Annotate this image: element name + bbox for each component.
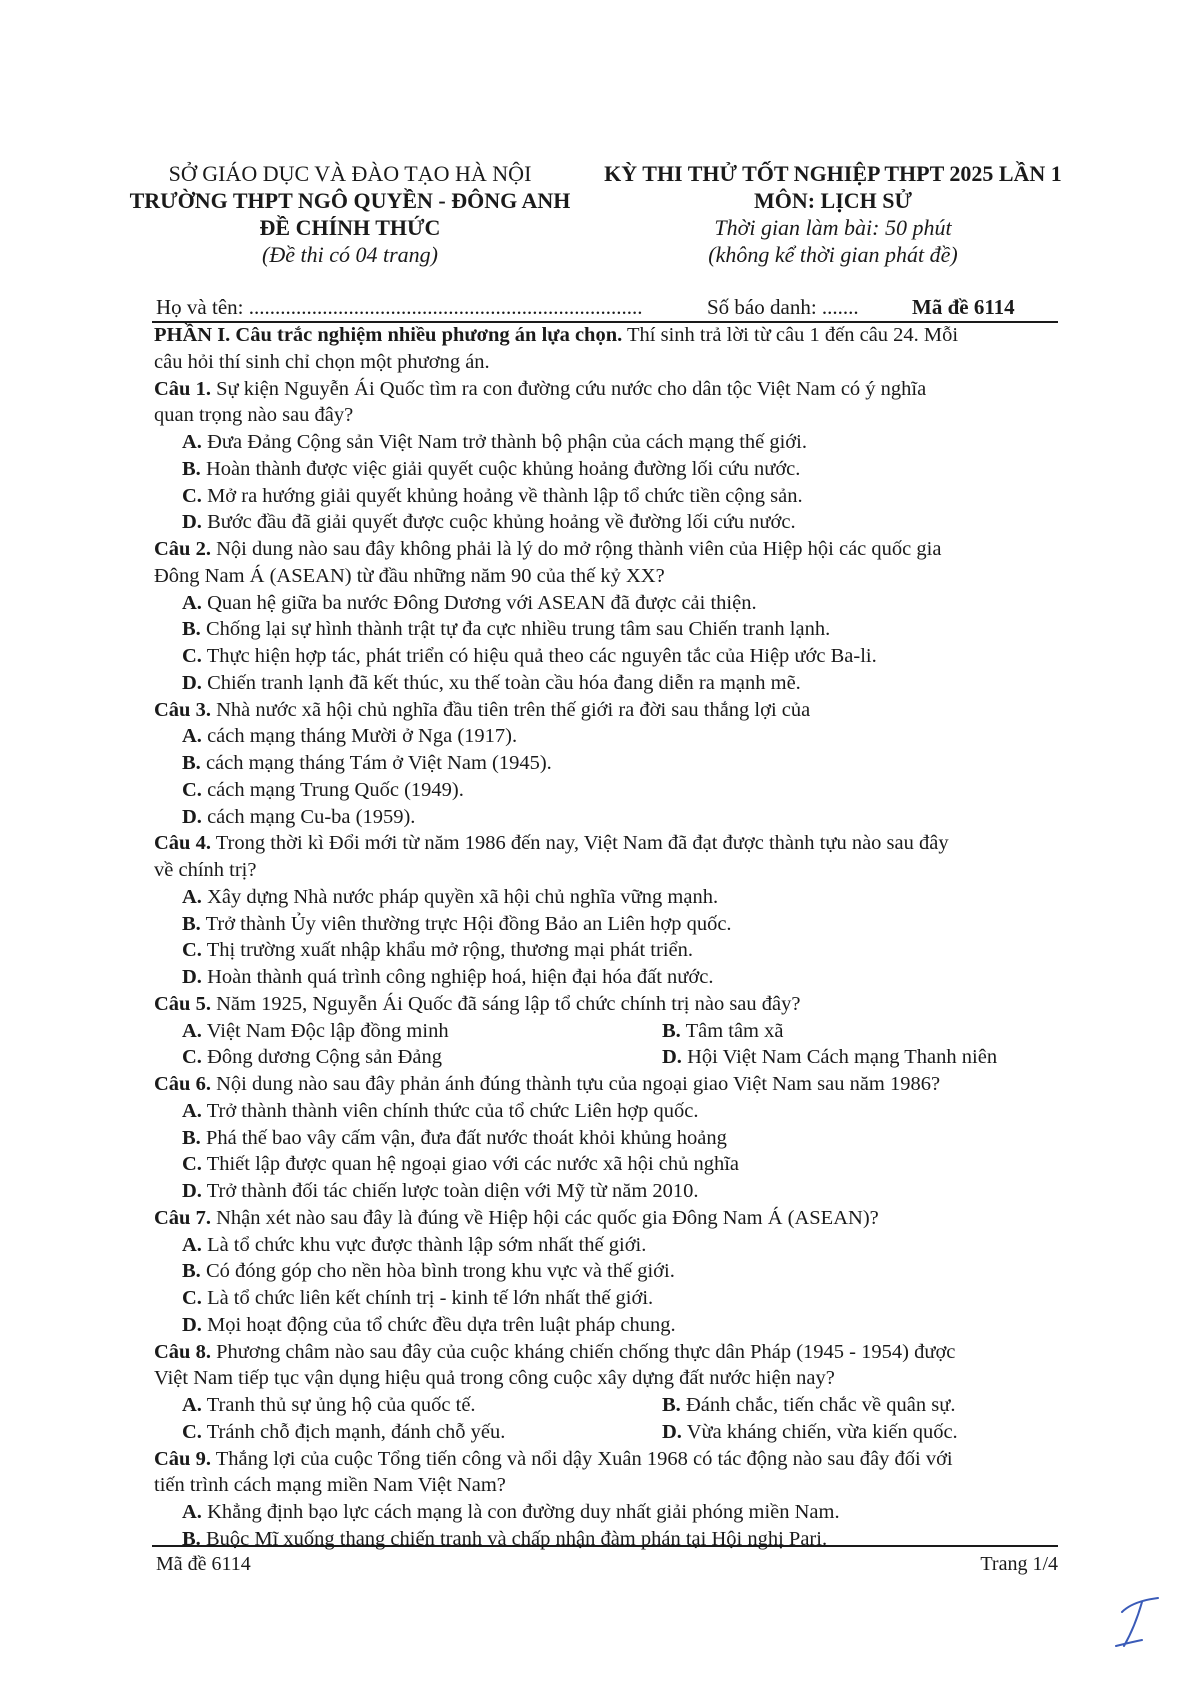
section-instruction: Thí sinh trả lời từ câu 1 đến câu 24. Mỗi	[622, 324, 959, 346]
time-limit: Thời gian làm bài: 50 phút	[714, 215, 952, 240]
exam-code: Mã đề 6114	[912, 295, 1015, 319]
question-block	[154, 1446, 1060, 1553]
question-block	[154, 830, 1060, 991]
question-text-cont: tiến trình cách mạng miền Nam Việt Nam?	[154, 1474, 506, 1497]
answer-option	[154, 616, 1060, 643]
option-key: A.	[182, 885, 202, 908]
option-key: D.	[182, 1313, 202, 1336]
option-text: Buộc Mĩ xuống thang chiến tranh và chấp nhận đàm phán tại Hội nghị Pari.	[200, 1527, 828, 1550]
question-text: Phương châm nào sau đây của cuộc kháng chiến chống thực dân Pháp (1945 - 1954) được	[210, 1340, 956, 1363]
option-text: Thị trường xuất nhập khẩu mở rộng, thương mại phát triển.	[201, 939, 693, 962]
answer-option	[154, 884, 1060, 911]
answer-option	[662, 1018, 783, 1045]
option-key: B.	[182, 752, 201, 774]
section-instruction-cont: câu hỏi thí sinh chỉ chọn một phương án.	[154, 350, 490, 373]
option-text: Bước đầu đã giải quyết được cuộc khủng hoảng về đường lối cứu nước.	[201, 511, 796, 534]
footer-exam-code: Mã đề 6114	[156, 1553, 251, 1575]
question-number: Câu 5.	[154, 992, 211, 1015]
option-key: A.	[182, 431, 202, 453]
question-list	[154, 376, 1060, 1553]
answer-option	[154, 750, 1060, 777]
option-key: D.	[182, 1180, 202, 1202]
option-text: Tâm tâm xã	[680, 1019, 784, 1042]
header-left	[118, 160, 582, 268]
question-stem	[154, 991, 1060, 1018]
answer-option	[154, 937, 1060, 964]
answer-option	[154, 429, 1060, 456]
answer-option	[154, 590, 1060, 617]
option-text: cách mạng Trung Quốc (1949).	[201, 778, 464, 801]
question-stem	[154, 1071, 1060, 1098]
answer-option	[154, 1499, 1060, 1526]
answer-option	[662, 1419, 958, 1446]
question-stem	[154, 830, 1060, 857]
question-text: Nội dung nào sau đây không phải là lý do mở rộng thành viên của Hiệp hội các quốc gia	[210, 538, 942, 560]
question-text: Nhận xét nào sau đây là đúng về Hiệp hội các quốc gia Đông Nam Á (ASEAN)?	[210, 1206, 879, 1229]
question-text: Nội dung nào sau đây phản ánh đúng thành tựu của ngoại giao Việt Nam sau năm 1986?	[210, 1073, 941, 1095]
option-key: C.	[182, 645, 202, 667]
option-text: cách mạng tháng Tám ở Việt Nam (1945).	[200, 752, 552, 774]
question-block	[154, 991, 1060, 1071]
option-text: Thực hiện hợp tác, phát triển có hiệu quả theo các nguyên tắc của Hiệp ước Ba-li.	[201, 645, 877, 667]
question-stem	[154, 697, 1060, 724]
answer-option	[182, 1392, 476, 1419]
option-text: Hoàn thành quá trình công nghiệp hoá, hiện đại hóa đất nước.	[201, 966, 714, 988]
option-key: B.	[182, 1260, 201, 1283]
page-count-note: (Đề thi có 04 trang)	[262, 242, 438, 267]
answer-option	[154, 777, 1060, 804]
option-key: C.	[182, 1287, 202, 1309]
answer-option	[154, 1151, 1060, 1178]
name-field-label: Họ và tên: ...........................................................................	[156, 295, 643, 319]
option-text: Thiết lập được quan hệ ngoại giao với các nước xã hội chủ nghĩa	[201, 1153, 740, 1176]
option-row	[154, 1392, 1060, 1419]
question-block	[154, 1205, 1060, 1339]
answer-option	[154, 670, 1060, 697]
option-text: Chiến tranh lạnh đã kết thúc, xu thế toàn cầu hóa đang diễn ra mạnh mẽ.	[201, 671, 801, 694]
question-text: Năm 1925, Nguyễn Ái Quốc đã sáng lập tổ chức chính trị nào sau đây?	[210, 992, 801, 1015]
option-text: Tránh chỗ địch mạnh, đánh chỗ yếu.	[201, 1420, 506, 1443]
answer-option	[154, 1125, 1060, 1152]
option-key: A.	[182, 1501, 202, 1523]
option-key: B.	[182, 618, 201, 641]
question-block	[154, 536, 1060, 697]
option-key: D.	[182, 511, 202, 534]
question-text: Sự kiện Nguyễn Ái Quốc tìm ra con đường cứu nước cho dân tộc Việt Nam có ý nghĩa	[210, 377, 927, 400]
option-key: A.	[182, 1019, 202, 1042]
department-name: SỞ GIÁO DỤC VÀ ĐÀO TẠO HÀ NỘI	[168, 161, 532, 186]
question-stem	[154, 376, 1060, 403]
option-text: Việt Nam Độc lập đồng minh	[201, 1019, 449, 1042]
option-text: Hoàn thành được việc giải quyết cuộc khủng hoảng đường lối cứu nước.	[200, 457, 801, 480]
option-key: C.	[182, 939, 202, 962]
answer-option	[154, 1312, 1060, 1339]
option-key: D.	[662, 1046, 682, 1069]
question-number: Câu 1.	[154, 377, 211, 400]
answer-option	[154, 964, 1060, 991]
answer-option	[154, 1178, 1060, 1205]
option-key: C.	[182, 1046, 202, 1069]
question-number: Câu 4.	[154, 832, 211, 855]
student-id-label: Số báo danh: .......	[707, 295, 859, 319]
exam-title: KỲ THI THỬ TỐT NGHIỆP THPT 2025 LẦN 1	[604, 161, 1062, 186]
option-key: B.	[662, 1394, 681, 1416]
question-number: Câu 2.	[154, 538, 211, 560]
question-number: Câu 9.	[154, 1447, 211, 1470]
option-key: D.	[182, 805, 202, 828]
question-block	[154, 1071, 1060, 1205]
question-text: Trong thời kì Đổi mới từ năm 1986 đến nay, Việt Nam đã đạt được thành tựu nào sau đây	[210, 832, 949, 855]
page-footer	[152, 1545, 1058, 1577]
option-text: Phá thế bao vây cấm vận, đưa đất nước thoát khỏi khủng hoảng	[200, 1126, 727, 1149]
option-text: Mở ra hướng giải quyết khủng hoảng về thành lập tổ chức tiền cộng sản.	[201, 484, 803, 507]
answer-option	[182, 1044, 442, 1071]
option-text: Là tổ chức liên kết chính trị - kinh tế lớn nhất thế giới.	[201, 1287, 654, 1309]
question-text-cont: Việt Nam tiếp tục vận dụng hiệu quả trong công cuộc xây dựng đất nước hiện nay?	[154, 1367, 835, 1390]
option-text: Trở thành đối tác chiến lược toàn diện với Mỹ từ năm 2010.	[201, 1180, 699, 1202]
option-row	[154, 1018, 1060, 1045]
option-key: B.	[182, 1527, 201, 1550]
option-key: C.	[182, 1420, 202, 1443]
option-row	[154, 1419, 1060, 1446]
option-text: Đông dương Cộng sản Đảng	[201, 1046, 442, 1069]
exam-content	[154, 322, 1060, 1553]
option-key: B.	[182, 1126, 201, 1149]
option-key: A.	[182, 591, 202, 614]
option-text: Vừa kháng chiến, vừa kiến quốc.	[681, 1420, 958, 1443]
question-text: Thắng lợi của cuộc Tổng tiến công và nổi dậy Xuân 1968 có tác động nào sau đây đối với	[210, 1447, 953, 1470]
option-text: Chống lại sự hình thành trật tự đa cực nhiều trung tâm sau Chiến tranh lạnh.	[200, 618, 831, 641]
option-text: cách mạng tháng Mười ở Nga (1917).	[201, 725, 518, 748]
subject: MÔN: LỊCH SỬ	[753, 188, 913, 213]
time-note: (không kể thời gian phát đề)	[708, 242, 958, 267]
option-text: Trở thành thành viên chính thức của tổ chức Liên hợp quốc.	[201, 1099, 699, 1122]
option-key: A.	[182, 725, 202, 748]
exam-header	[118, 160, 1078, 270]
option-text: Hội Việt Nam Cách mạng Thanh niên	[681, 1046, 998, 1069]
option-key: D.	[182, 966, 202, 988]
answer-option	[154, 1258, 1060, 1285]
question-stem	[154, 536, 1060, 563]
official-label: ĐỀ CHÍNH THỨC	[259, 215, 441, 240]
answer-option	[154, 723, 1060, 750]
option-text: cách mạng Cu-ba (1959).	[201, 805, 416, 828]
section-heading	[154, 322, 1060, 349]
option-key: C.	[182, 1153, 202, 1176]
option-text: Đưa Đảng Cộng sản Việt Nam trở thành bộ phận của cách mạng thế giới.	[201, 431, 807, 453]
option-key: D.	[662, 1420, 682, 1443]
option-key: A.	[182, 1233, 202, 1256]
question-stem	[154, 1446, 1060, 1473]
answer-option	[154, 456, 1060, 483]
option-key: B.	[182, 912, 201, 935]
answer-option	[182, 1419, 505, 1446]
question-number: Câu 8.	[154, 1340, 211, 1363]
option-text: Trở thành Ủy viên thường trực Hội đồng Bảo an Liên hợp quốc.	[200, 912, 732, 935]
answer-option	[154, 1232, 1060, 1259]
answer-option	[662, 1044, 997, 1071]
question-stem	[154, 1339, 1060, 1366]
answer-option	[662, 1392, 955, 1419]
option-text: Có đóng góp cho nền hòa bình trong khu vực và thế giới.	[200, 1260, 675, 1283]
question-number: Câu 7.	[154, 1206, 211, 1229]
school-name: TRƯỜNG THPT NGÔ QUYỀN - ĐÔNG ANH	[129, 188, 571, 213]
answer-option	[154, 509, 1060, 536]
question-number: Câu 6.	[154, 1073, 211, 1095]
option-text: Quan hệ giữa ba nước Đông Dương với ASEAN đã được cải thiện.	[201, 591, 757, 614]
option-text: Đánh chắc, tiến chắc về quân sự.	[680, 1394, 956, 1416]
option-text: Khẳng định bạo lực cách mạng là con đường duy nhất giải phóng miền Nam.	[201, 1501, 840, 1523]
option-key: A.	[182, 1394, 202, 1416]
page-number: Trang 1/4	[980, 1553, 1058, 1575]
section-title: PHẦN I. Câu trắc nghiệm nhiều phương án lựa chọn.	[154, 324, 623, 346]
handwritten-initial	[1112, 1590, 1164, 1652]
question-text-cont: quan trọng nào sau đây?	[154, 404, 354, 427]
answer-option	[154, 483, 1060, 510]
option-text: Là tổ chức khu vực được thành lập sớm nhất thế giới.	[201, 1233, 647, 1256]
question-block	[154, 376, 1060, 537]
option-text: Tranh thủ sự ủng hộ của quốc tế.	[201, 1394, 476, 1416]
question-block	[154, 697, 1060, 831]
option-key: D.	[182, 671, 202, 694]
header-right	[588, 160, 1078, 268]
question-text-cont: về chính trị?	[154, 859, 257, 881]
student-info-line	[152, 293, 1058, 323]
option-text: Xây dựng Nhà nước pháp quyền xã hội chủ nghĩa vững mạnh.	[201, 885, 719, 908]
option-key: A.	[182, 1099, 202, 1122]
answer-option	[154, 911, 1060, 938]
answer-option	[154, 804, 1060, 831]
option-key: C.	[182, 484, 202, 507]
answer-option	[182, 1018, 449, 1045]
option-key: C.	[182, 778, 202, 801]
question-number: Câu 3.	[154, 698, 211, 721]
option-text: Mọi hoạt động của tổ chức đều dựa trên luật pháp chung.	[201, 1313, 676, 1336]
answer-option	[154, 643, 1060, 670]
question-stem	[154, 1205, 1060, 1232]
answer-option	[154, 1285, 1060, 1312]
option-row	[154, 1044, 1060, 1071]
question-text-cont: Đông Nam Á (ASEAN) từ đầu những năm 90 của thế kỷ XX?	[154, 564, 665, 587]
question-text: Nhà nước xã hội chủ nghĩa đầu tiên trên thế giới ra đời sau thắng lợi của	[210, 698, 811, 721]
question-block	[154, 1339, 1060, 1446]
option-key: B.	[662, 1019, 681, 1042]
option-key: B.	[182, 457, 201, 480]
answer-option	[154, 1098, 1060, 1125]
